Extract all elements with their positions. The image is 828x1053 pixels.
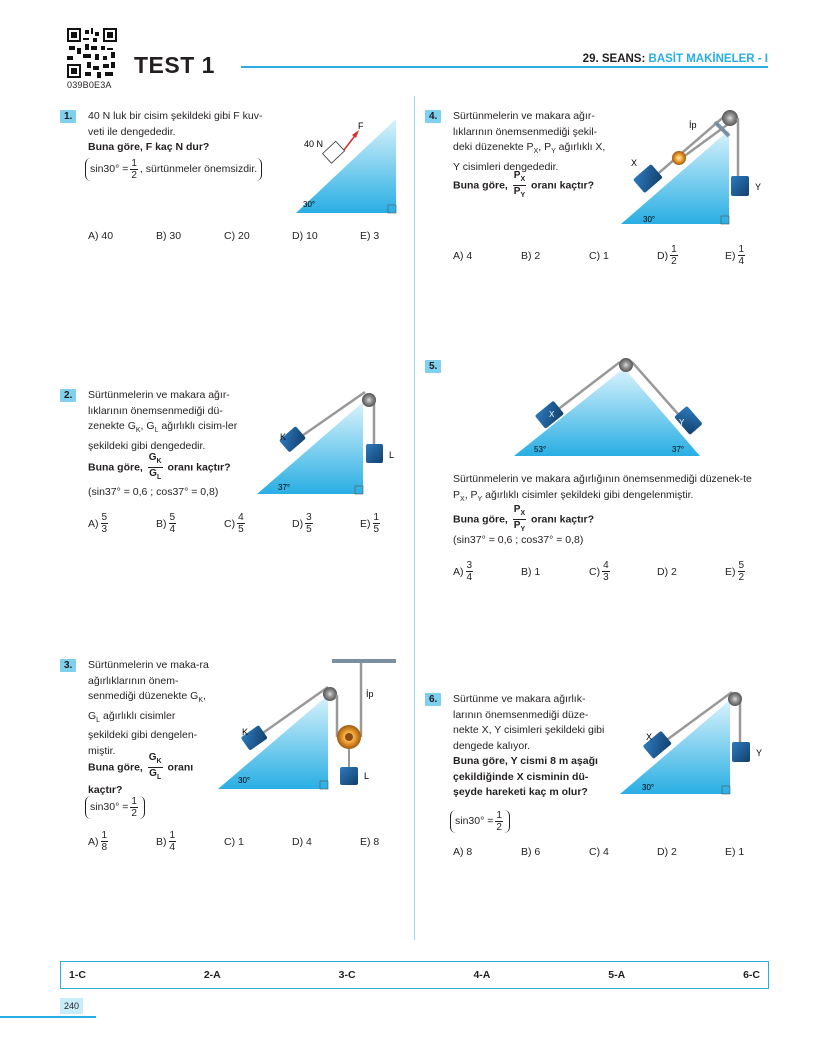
subscript: X [520,510,526,517]
option-c[interactable]: C) 20 [224,230,250,242]
rope-label: İp [689,120,697,130]
question-body: , P [464,488,478,501]
subscript: Y [520,192,526,199]
ceiling [332,659,396,663]
option-e[interactable]: E) $\frac{1}{4}$ [725,244,745,267]
option-e[interactable]: E) $\frac{1}{5}$ [360,512,380,535]
option-a[interactable]: A) $\frac{3}{4}$ [453,560,473,583]
angle-right-label: 37° [672,445,685,454]
angle-label: 37° [278,483,291,492]
option-c[interactable]: C) 1 [589,249,609,262]
angle-label: 30° [238,776,251,785]
body2-label: L [364,771,370,781]
angle-label: 30° [643,215,656,224]
subscript: X [520,176,526,183]
prompt-text: oranı kaçtır? [528,513,595,526]
force-label: F [358,121,364,131]
body2-label: Y [679,418,685,427]
ratio-num: P [513,504,521,515]
body1-label: X [646,732,653,742]
question-5 [425,360,441,373]
question-6 [425,693,441,706]
frac-denominator: 2 [131,808,137,819]
option-b[interactable]: B) 30 [156,230,182,242]
ratio-den: P [513,186,521,197]
incline-figure-5 [512,354,702,460]
option-c[interactable]: C) $\frac{4}{5}$ [224,512,244,535]
pulley-icon [362,393,376,407]
body1-label: K [242,727,249,737]
question-number: 2. [60,389,76,402]
subscript: K [135,427,141,435]
question-4-text [453,109,613,175]
pulley-icon [722,110,738,126]
session-topic: BASİT MAKİNELER - I [648,53,768,65]
question-2-prompt [88,452,258,483]
body1-label: X [631,158,638,168]
option-c[interactable]: C) 4 [589,846,609,858]
question-2-options [88,512,428,535]
option-b[interactable]: B) 2 [521,249,541,262]
answer-item: 5-A [608,969,626,981]
question-1 [60,110,76,123]
question-6-options [453,846,793,858]
angle-left-label: 53° [534,445,547,454]
ratio-num: G [148,752,157,763]
rope-label: İp [366,689,374,699]
prompt-text: oranı kaçtır? [528,179,595,192]
option-b[interactable]: B) $\frac{5}{4}$ [156,512,176,535]
answer-item: 1-C [69,969,86,981]
option-a[interactable]: A) 40 [88,230,114,242]
subscript: L [154,427,159,435]
incline-figure-4 [617,100,767,228]
question-2 [60,389,76,402]
page-number: 240 [60,998,83,1014]
frac-numerator: 1 [496,810,502,821]
prompt-text: oranı kaçtır? [88,761,194,796]
question-body: , G [140,420,155,432]
option-d[interactable]: D) 10 [292,230,318,242]
prompt-text: Buna göre, [88,461,146,474]
question-3-prompt [88,752,218,799]
incline-figure-6 [618,690,768,800]
question-3-note [85,796,145,819]
subscript: Y [477,495,483,503]
header-rule [241,66,768,68]
question-number: 5. [425,360,441,373]
subscript: L [156,774,162,781]
option-b[interactable]: B) 1 [521,565,541,578]
question-1-note [85,158,285,181]
question-number: 1. [60,110,76,123]
question-2-note: (sin37° = 0,6 ; cos37° = 0,8) [88,486,219,498]
question-body: Sürtünmelerin ve makara ağırlığının önemsenmediği düzenek-te P [453,473,752,501]
question-6-note [450,810,510,833]
ratio-num: G [148,452,157,463]
question-5-options [453,560,793,583]
ratio-den: G [149,768,157,779]
block [323,141,345,163]
answer-item: 6-C [743,969,760,981]
subscript: L [96,716,101,724]
angle-label: 30° [642,783,655,792]
block-x [633,164,663,193]
incline [296,119,396,213]
question-number: 3. [60,659,76,672]
subscript: K [156,758,162,765]
answer-item: 2-A [203,969,221,981]
question-4-prompt [453,170,623,201]
question-4 [425,110,441,123]
incline [257,402,363,494]
angle-label: 30° [303,200,316,209]
question-body: ağırlıklı X, Y cisimleri dengededir. [453,141,606,173]
incline-figure-3 [214,655,404,795]
question-body: ağırlıklı cisim-ler şekildeki gibi dengededir. [88,420,238,452]
question-prompt: Buna göre, F kaç N dur? [88,141,210,153]
subscript: L [156,474,162,481]
note-text: , sürtünmeler önemsizdir. [139,162,258,175]
incline [620,700,730,794]
note-text: sin30° = [455,814,494,827]
question-1-options [88,230,428,242]
subscript: X [460,495,465,503]
prompt-text: Buna göre, [453,513,511,526]
prompt-text: Buna göre, [453,179,511,192]
body2-label: Y [755,182,762,192]
qr-code-label: 039B0E3A [67,80,112,90]
subscript: K [156,458,162,465]
question-body: Sürtünme ve makara ağırlık-larının önemsenmediği düze-nekte X, Y cisimleri şekildeki gibi dengede kalıyor. [453,693,605,752]
question-body: Sürtünmelerin ve maka-ra ağırlıklarının önem-senmediği düzenekte G [88,659,209,702]
frac-numerator: 1 [131,796,137,807]
question-body: ağırlıklı cisimler şekildeki gibi dengelen-miştir. [88,709,198,757]
option-d[interactable]: D) $\frac{1}{2}$ [657,244,677,267]
movable-pulley-icon [672,151,686,165]
footer-rule [0,1016,96,1018]
option-a[interactable]: A) $\frac{5}{3}$ [88,512,108,535]
option-c[interactable]: C) $\frac{4}{3}$ [589,560,609,583]
question-1-text [88,109,278,156]
question-6-text [453,692,608,801]
option-e[interactable]: E) 1 [725,846,745,858]
option-d[interactable]: D) 4 [292,835,312,848]
option-e[interactable]: E) $\frac{5}{2}$ [725,560,745,583]
qr-code-icon [67,28,117,78]
block-y [731,176,749,196]
subscript: Y [520,526,526,533]
prompt-text: oranı kaçtır? [164,461,231,474]
block-l [366,444,383,463]
body2-label: L [389,450,395,460]
question-2-text [88,388,248,454]
question-prompt: Buna göre, Y cismi 8 m aşağı çekildiğinde X cisminin dü-şeyde hareketi kaç m olur? [453,755,598,798]
note-text: sin30° = [90,800,129,813]
option-a[interactable]: A) 8 [453,846,473,858]
question-4-options [453,244,793,267]
question-3-options [88,830,428,853]
question-body: ağırlıklı cisimler şekildeki gibi dengelenmiştir. [482,488,694,501]
block-l [340,767,358,785]
ratio-den: G [149,468,157,479]
question-5-note: (sin37° = 0,6 ; cos37° = 0,8) [453,534,584,546]
question-3-text [88,658,213,759]
question-number: 6. [425,693,441,706]
question-body: 40 N luk bir cisim şekildeki gibi F kuv-veti ile dengededir. [88,110,263,138]
ratio-num: P [513,170,521,181]
option-b[interactable]: B) 6 [521,846,541,858]
incline-figure-2 [255,388,405,498]
question-body: , G [88,690,206,722]
body2-label: Y [756,748,763,758]
question-3 [60,659,76,672]
note-text: sin30° = [90,162,129,175]
incline [218,695,328,789]
answer-item: 3-C [338,969,356,981]
body1-label: K [280,432,287,442]
question-number: 4. [425,110,441,123]
prompt-text: Buna göre, [88,761,146,774]
option-d[interactable]: D) 2 [657,846,677,858]
subscript: Y [551,148,556,156]
body1-label: X [549,410,555,419]
pulley-icon [728,692,742,706]
option-e[interactable]: E) 8 [360,835,380,848]
test-title: TEST 1 [134,52,215,78]
question-5-text [453,472,768,507]
option-d[interactable]: D) $\frac{3}{5}$ [292,512,312,535]
answer-item: 4-A [473,969,491,981]
weight-label: 40 N [304,139,324,149]
block-y [732,742,750,762]
option-d[interactable]: D) 2 [657,565,677,578]
answer-key [60,961,769,989]
option-b[interactable]: B) $\frac{1}{4}$ [156,830,176,853]
frac-numerator: 1 [131,158,137,169]
frac-denominator: 2 [131,170,137,181]
pulley-icon [323,687,337,701]
option-a[interactable]: A) $\frac{1}{8}$ [88,830,108,853]
subscript: K [198,697,203,705]
question-body: Sürtünmelerin ve makara ağır-lıklarının önemsenmediği dü-zenekte G [88,389,230,432]
question-body: Sürtünmelerin ve makara ağır-lıklarının önemsenmediği şekil-deki düzenekte P [453,110,598,153]
subscript: X [533,148,539,156]
option-e[interactable]: E) 3 [360,230,380,242]
pulley-icon [619,358,633,372]
question-body: , P [538,141,552,153]
option-a[interactable]: A) 4 [453,249,473,262]
incline-figure-1 [292,115,402,215]
option-c[interactable]: C) 1 [224,835,244,848]
frac-denominator: 2 [496,822,502,833]
question-5-prompt [453,504,653,535]
session-title [583,53,768,65]
session-label: 29. SEANS: [582,53,646,65]
ratio-den: P [513,520,521,531]
